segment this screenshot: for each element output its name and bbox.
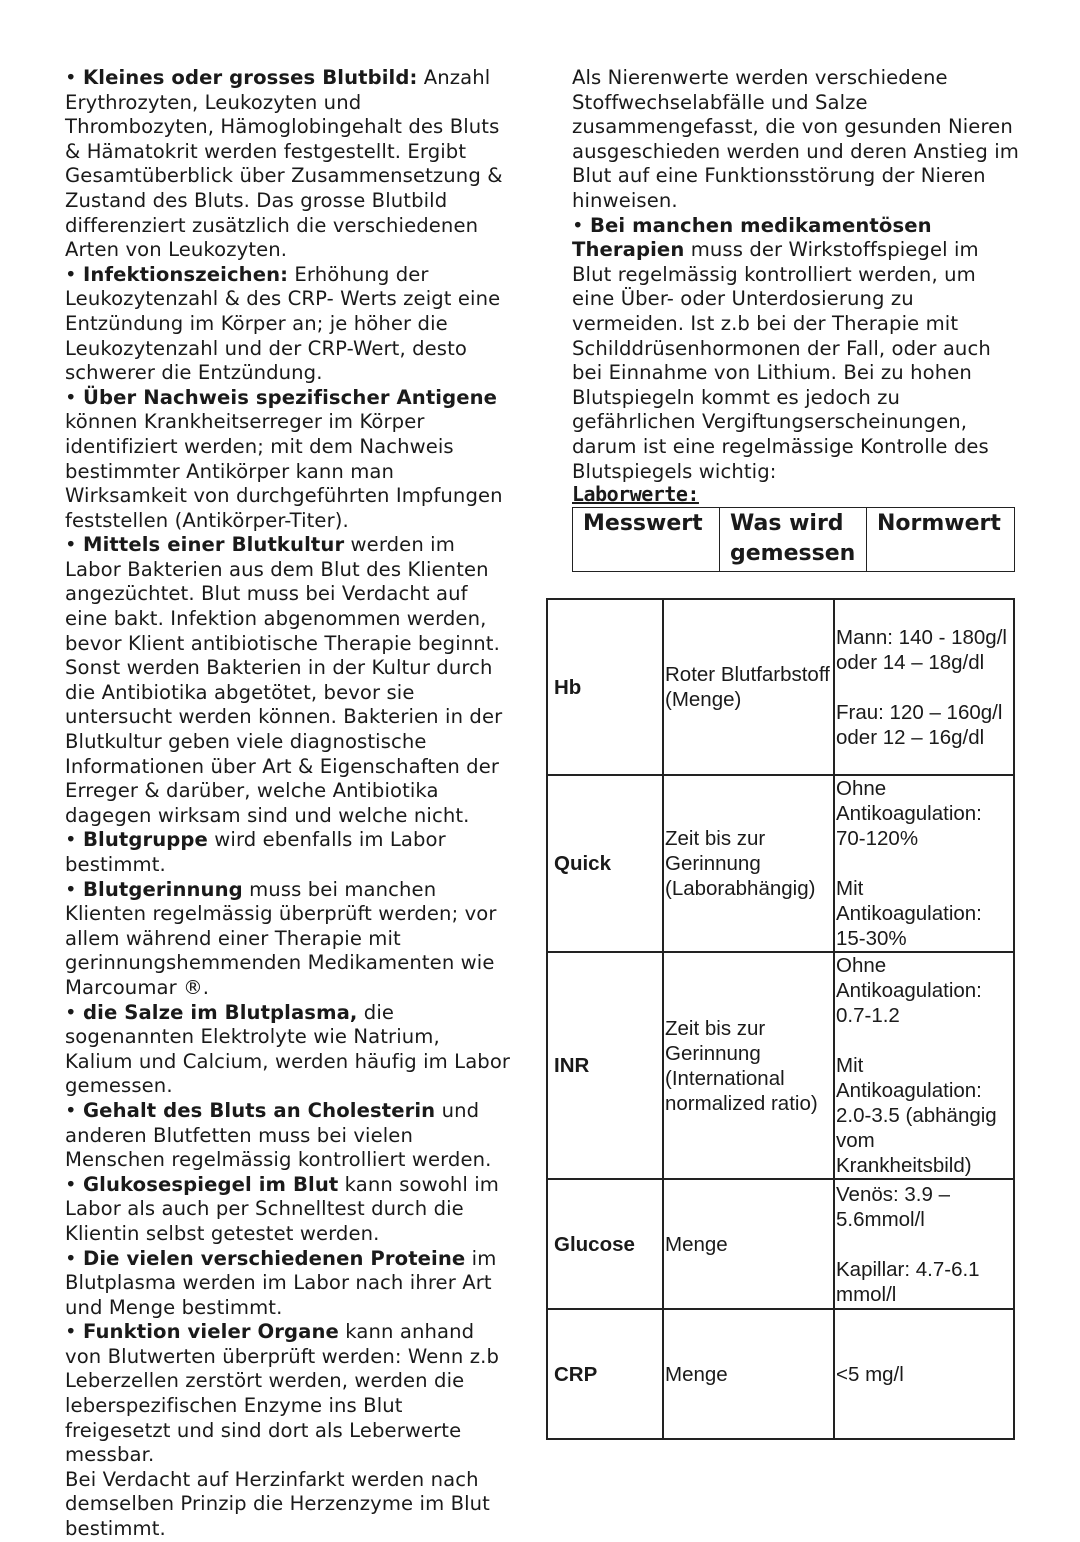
cell-normwert: <5 mg/l: [834, 1309, 1014, 1439]
cell-messwert: Quick: [547, 775, 663, 952]
paragraph-glukose: • Glukosespiegel im Blut kann sowohl im Labor als auch per Schnelltest durch die Klientin selbst getestet werden.: [65, 1172, 499, 1245]
paragraph-blutgerinnung: • Blutgerinnung muss bei manchen Klienten regelmässig überprüft werden; vor allem während einer Therapie mit gerinnungshemmenden Medikamenten wie Marcoumar ®.: [65, 877, 497, 999]
cell-gemessen: Zeit bis zur Gerinnung (Laborabhängig): [663, 775, 834, 952]
paragraph-antigene: • Über Nachweis spezifischer Antigene können Krankheitserreger im Körper identifiziert werden; mit dem Nachweis bestimmter Antikörper kann man Wirksamkeit von durchgeführten Impfungen feststellen (Antikörper-Titer).: [65, 385, 503, 532]
table-row: [547, 1309, 1014, 1439]
header-normwert: Normwert: [867, 508, 1015, 572]
cell-gemessen: Zeit bis zur Gerinnung (International normalized ratio): [663, 952, 834, 1179]
paragraph-proteine: • Die vielen verschiedenen Proteine im Blutplasma werden im Labor nach ihrer Art und Menge bestimmt.: [65, 1246, 497, 1319]
paragraph-blutgruppe: • Blutgruppe wird ebenfalls im Labor bestimmt.: [65, 828, 446, 876]
table-row: [547, 952, 1014, 1179]
table-row: [547, 599, 1014, 775]
paragraph-blutkultur: • Mittels einer Blutkultur werden im Labor Bakterien aus dem Blut des Klienten angezüchtet. Blut muss bei Verdacht auf eine bakt. Infektion abgenommen werden, bevor Klient antibiotische Therapie beginnt. Sonst werden Bakterien in der Kultur durch die Antibiotika abgetötet, bevor sie untersucht werden können. Bakterien in der Blutkultur geben viele diagnostische Informationen über Art & Eigenschaften der Erreger & darüber, welche Antibiotika dagegen wirksam sind und welche nicht.: [65, 533, 503, 827]
cell-gemessen: Roter Blutfarbstoff (Menge): [663, 599, 834, 775]
cell-normwert: Mann: 140 - 180g/l oder 14 – 18g/dl Frau: 120 – 160g/l oder 12 – 16g/dl: [834, 599, 1014, 775]
cell-messwert: INR: [547, 952, 663, 1179]
paragraph-infektionszeichen: • Infektionszeichen: Erhöhung der Leukozytenzahl & des CRP- Werts zeigt eine Entzündung im Körper an; je höher die Leukozytenzahl und der CRP-Wert, desto schwerer die Entzündung.: [65, 262, 501, 385]
paragraph-organe: • Funktion vieler Organe kann anhand von Blutwerten überprüft werden: Wenn z.b Leberzellen zerstört werden, werden die leberspezifischen Enzyme ins Blut freigesetzt und sind dort als Leberwerte messbar.: [65, 1320, 500, 1467]
header-was-wird-gemessen: Was wird gemessen: [720, 508, 867, 572]
cell-messwert: Hb: [547, 599, 663, 775]
paragraph-therapien: • Bei manchen medikamentösen Therapien muss der Wirkstoffspiegel im Blut regelmässig kontrolliert werden, um eine Über- oder Unterdosierung zu vermeiden. Ist z.b bei der Therapie mit Schilddrüsenhormonen der Fall, oder auch bei Einnahme von Lithium. Bei zu hohen Blutspiegeln kommt es jedoch zu gefährlichen Vergiftungserscheinungen, darum ist eine regelmässige Kontrolle des Blutspiegels wichtig:: [572, 213, 991, 483]
laborwerte-heading: Laborwerte:: [572, 482, 699, 506]
paragraph-salze: • die Salze im Blutplasma, die sogenannten Elektrolyte wie Natrium, Kalium und Calcium, werden häufig im Labor gemessen.: [65, 1000, 511, 1098]
term-blutbild: Kleines oder grosses Blutbild:: [83, 66, 418, 89]
paragraph-blutbild: • Kleines oder grosses Blutbild: Anzahl Erythrozyten, Leukozyten und Thrombozyten, Hämoglobingehalt des Bluts & Hämatokrit werden festgestellt. Ergibt Gesamtüberblick über Zusammensetzung & Zustand des Bluts. Das grosse Blutbild differenziert zusätzlich die verschiedenen Arten von Leukozyten.: [65, 66, 503, 262]
cell-normwert: Ohne Antikoagulation: 0.7-1.2 Mit Antikoagulation: 2.0-3.5 (abhängig vom Krankheitsbild): [834, 952, 1014, 1179]
paragraph-cholesterin: • Gehalt des Bluts an Cholesterin und anderen Blutfetten muss bei vielen Menschen regelmässig kontrolliert werden.: [65, 1098, 492, 1172]
left-column: [65, 66, 513, 1542]
laborwerte-header-table: [572, 507, 1015, 572]
cell-messwert: CRP: [547, 1309, 663, 1439]
paragraph-herzinfarkt: Bei Verdacht auf Herzinfarkt werden nach demselben Prinzip die Herzenzyme im Blut bestimmt.: [65, 1467, 490, 1541]
cell-normwert: Ohne Antikoagulation: 70-120% Mit Antikoagulation: 15-30%: [834, 775, 1014, 952]
cell-gemessen: Menge: [663, 1179, 834, 1309]
table-row: [547, 775, 1014, 952]
laborwerte-table: [546, 598, 1015, 1440]
cell-normwert: Venös: 3.9 – 5.6mmol/l Kapillar: 4.7-6.1 mmol/l: [834, 1179, 1014, 1309]
cell-messwert: Glucose: [547, 1179, 663, 1309]
cell-gemessen: Menge: [663, 1309, 834, 1439]
table-row: [547, 1179, 1014, 1309]
right-column: [572, 66, 1022, 484]
paragraph-nierenwerte: Als Nierenwerte werden verschiedene Stoffwechselabfälle und Salze zusammengefasst, die von gesunden Nieren ausgeschieden werden und deren Anstieg im Blut auf eine Funktionsstörung der Nieren hinweisen.: [572, 66, 1019, 212]
header-messwert: Messwert: [573, 508, 720, 572]
